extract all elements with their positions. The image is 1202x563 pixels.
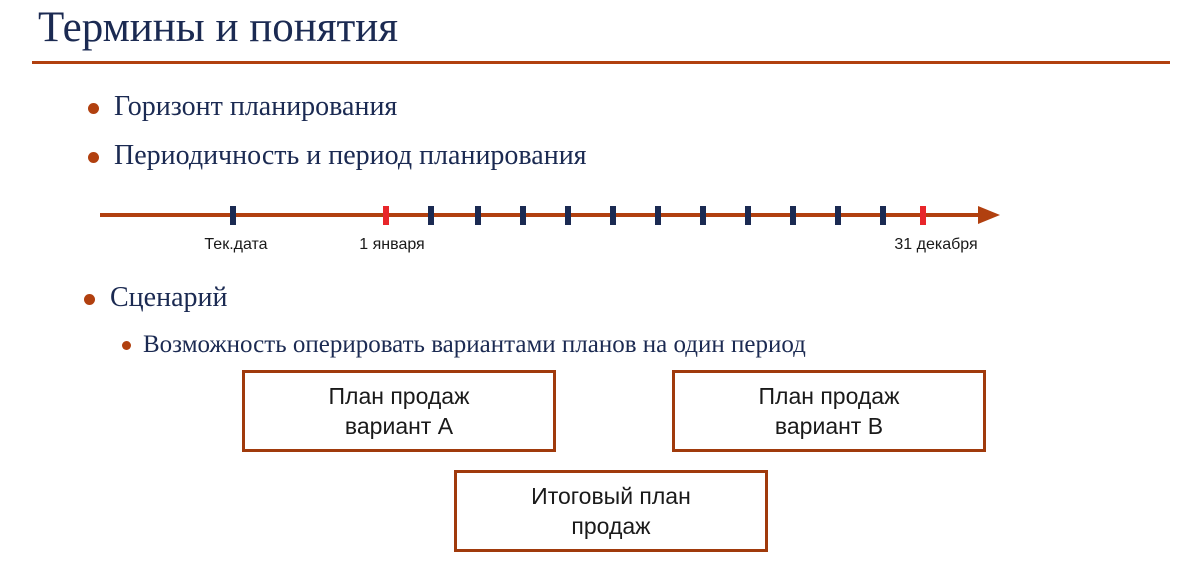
box-label: Итоговый план продаж [531,483,691,539]
box-label: План продаж вариант А [328,383,470,439]
timeline-tick [880,206,886,225]
bullet-label: Сценарий [110,282,228,313]
box-plan-variant-a [242,370,556,452]
timeline-tick [383,206,389,225]
timeline-tick [428,206,434,225]
bullet-item-horizon [88,90,397,124]
title-divider [32,61,1170,64]
bullet-dot-icon [84,294,95,305]
bullet-item-scenario [84,281,227,315]
bullet-label: Периодичность и период планирования [114,140,587,171]
timeline-tick-label: Тек.дата [204,236,268,253]
bullet-dot-icon [88,152,99,163]
timeline-tick [745,206,751,225]
timeline-tick [475,206,481,225]
bullet-label: Горизонт планирования [114,91,398,122]
timeline-tick [835,206,841,225]
timeline-tick [565,206,571,225]
bullet-dot-icon [88,103,99,114]
box-label: План продаж вариант В [758,383,900,439]
page-title: Термины и понятия [38,4,399,51]
timeline-arrow-icon [978,206,1000,224]
box-plan-variant-b [672,370,986,452]
timeline-tick [700,206,706,225]
timeline-tick [655,206,661,225]
timeline-tick-label: 1 января [359,236,425,253]
timeline-tick [230,206,236,225]
timeline-tick [520,206,526,225]
timeline-tick-label: 31 декабря [894,236,978,253]
timeline-tick [920,206,926,225]
timeline-diagram [100,200,1010,290]
bullet-item-variants [122,330,806,360]
box-final-plan [454,470,768,552]
bullet-label: Возможность оперировать вариантами планов на один период [143,331,806,358]
timeline-tick [610,206,616,225]
timeline-tick [790,206,796,225]
bullet-dot-icon [122,341,131,350]
bullet-item-periodicity [88,139,587,173]
